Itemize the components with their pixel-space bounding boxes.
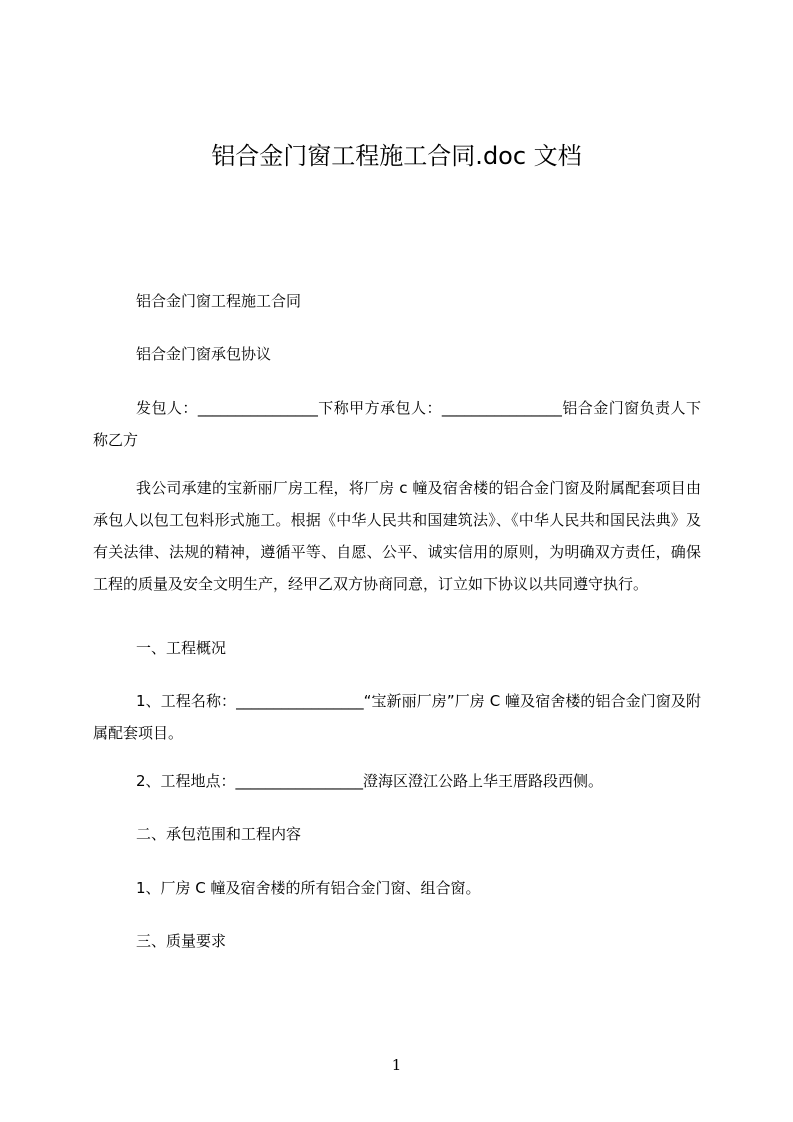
project-location-paragraph: 2、工程地点：_________________澄海区澄江公路上华王厝路段西侧。	[136, 772, 604, 790]
contract-heading: 铝合金门窗工程施工合同	[136, 292, 302, 310]
scope-item-paragraph: 1、厂房 C 幢及宿舍楼的所有铝合金门窗、组合窗。	[136, 879, 481, 897]
project-name-paragraph: 1、工程名称：_________________“宝新丽厂房”厂房 C 幢及宿舍楼的铝合金门窗及附属配套项目。	[93, 692, 701, 742]
section-heading-overview: 一、工程概况	[136, 639, 227, 657]
section-heading-quality: 三、质量要求	[136, 932, 227, 950]
page-number: 1	[391, 1056, 402, 1074]
agreement-heading: 铝合金门窗承包协议	[136, 345, 272, 363]
section-heading-scope: 二、承包范围和工程内容	[136, 825, 302, 843]
document-title: 铝合金门窗工程施工合同.doc 文档	[211, 142, 582, 170]
parties-paragraph: 发包人：________________下称甲方承包人：________________铝合金门窗负责人下称乙方	[93, 399, 701, 449]
intro-paragraph: 我公司承建的宝新丽厂房工程，将厂房 c 幢及宿舍楼的铝合金门窗及附属配套项目由承包人以包工包料形式施工。根据《中华人民共和国建筑法》、《中华人民共和国民法典》及有关法律、法规的精神，遵循平等、自愿、公平、诚实信用的原则，为明确双方责任，确保工程的质量及安全文明生产，经甲乙双方协商同意，订立如下协议以共同遵守执行。	[93, 479, 701, 593]
